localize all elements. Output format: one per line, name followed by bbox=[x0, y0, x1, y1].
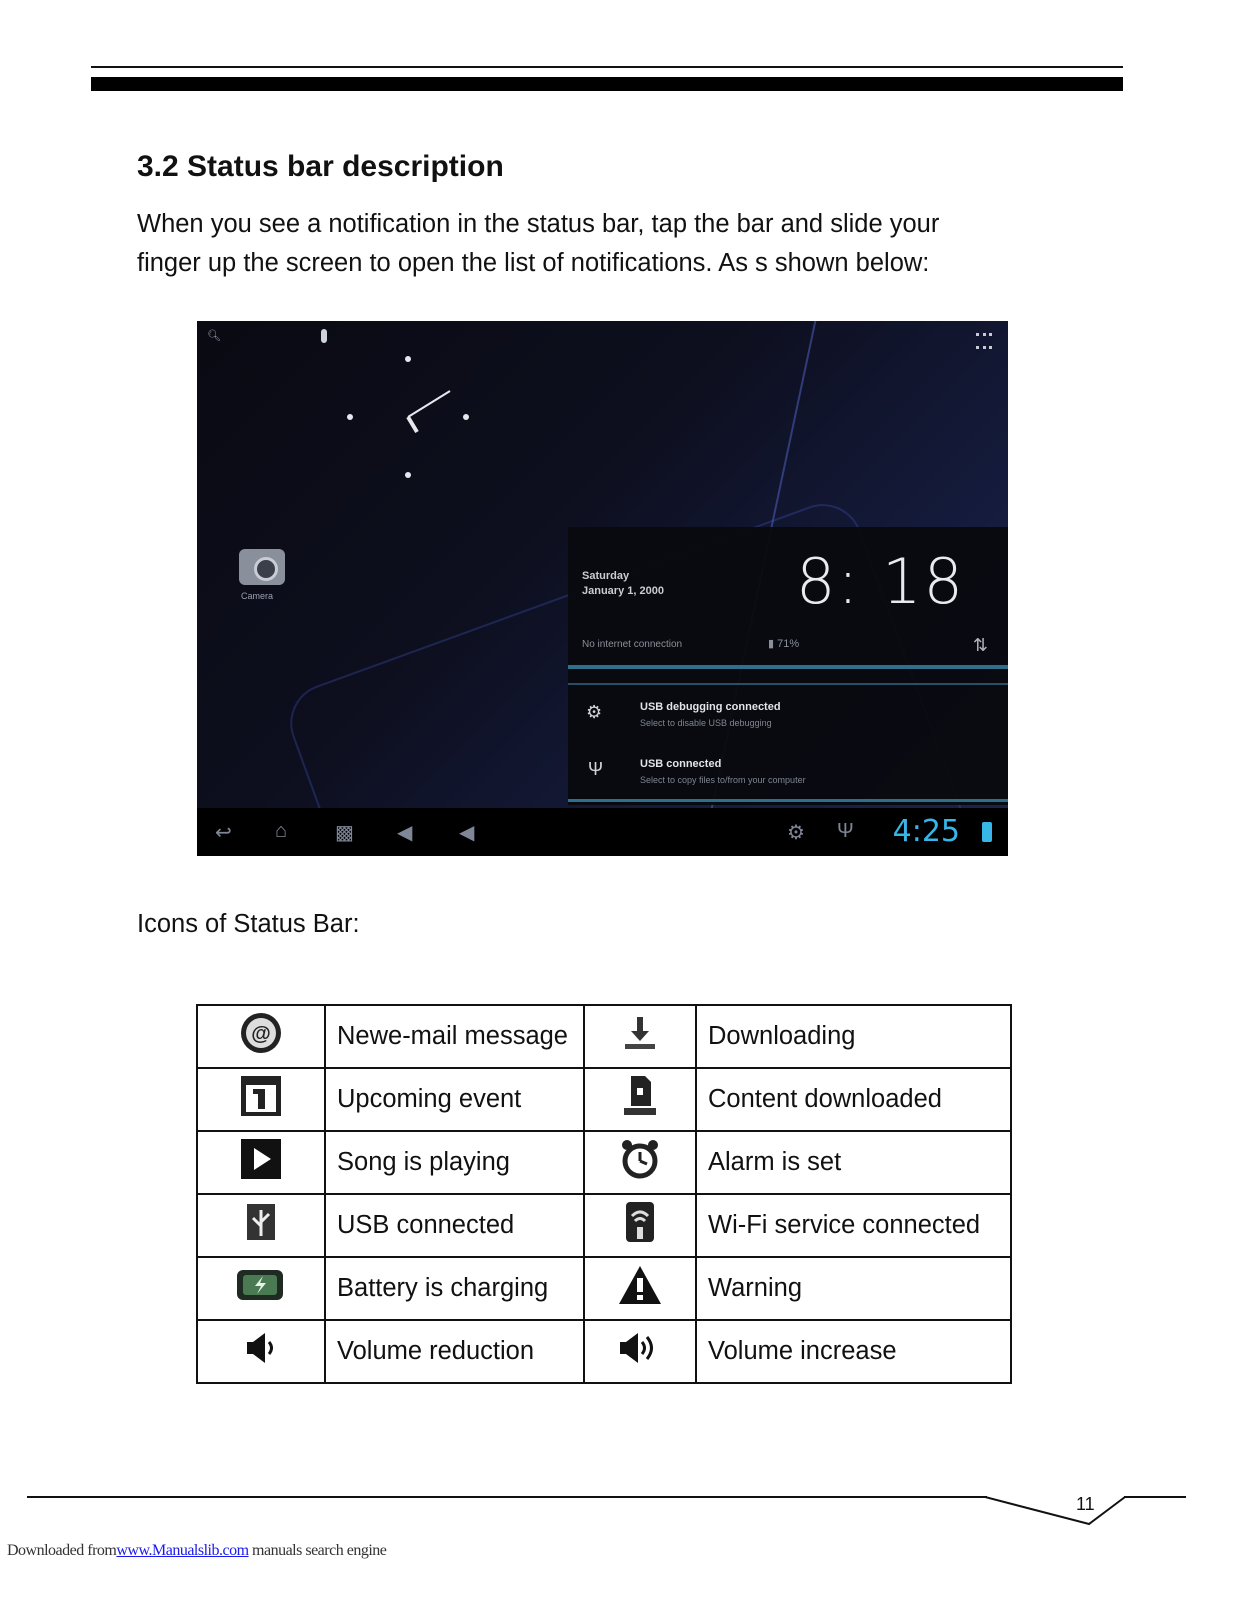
panel-divider bbox=[568, 665, 1008, 669]
footer-rule bbox=[1124, 1496, 1186, 1498]
footer-notch bbox=[985, 1494, 1127, 1528]
back-icon: ↩ bbox=[215, 822, 232, 844]
notification-title: USB connected bbox=[640, 758, 722, 770]
system-bar bbox=[197, 808, 1008, 856]
icon-cell bbox=[584, 1068, 696, 1131]
icon-cell bbox=[197, 1005, 325, 1068]
icon-cell bbox=[197, 1257, 325, 1320]
section-title: 3.2 Status bar description bbox=[137, 150, 504, 183]
usb-debugging-icon: ⚙ bbox=[586, 702, 603, 722]
battery-charging-icon bbox=[233, 1265, 289, 1305]
panel-battery: ▮ 71% bbox=[768, 638, 800, 650]
apps-grid-icon bbox=[976, 333, 992, 349]
icon-label: Downloading bbox=[696, 1005, 1011, 1068]
panel-network-status: No internet connection bbox=[582, 639, 683, 650]
page-number: 11 bbox=[1076, 1494, 1095, 1514]
icon-label: Warning bbox=[696, 1257, 1011, 1320]
icon-cell bbox=[584, 1005, 696, 1068]
icon-cell bbox=[197, 1320, 325, 1383]
icon-label: Content downloaded bbox=[696, 1068, 1011, 1131]
usb-icon bbox=[245, 1202, 277, 1242]
icon-label: Battery is charging bbox=[325, 1257, 584, 1320]
notification-subtitle: Select to disable USB debugging bbox=[640, 718, 772, 728]
downloaded-from-text: Downloaded from bbox=[7, 1542, 117, 1559]
icon-label: Wi-Fi service connected bbox=[696, 1194, 1011, 1257]
icons-heading: Icons of Status Bar: bbox=[137, 910, 360, 938]
volume-up-icon bbox=[616, 1328, 664, 1368]
header-rule-thin bbox=[91, 66, 1123, 68]
table-row bbox=[197, 1068, 1011, 1131]
table-row bbox=[197, 1131, 1011, 1194]
alarm-icon bbox=[618, 1137, 662, 1181]
table-row bbox=[197, 1194, 1011, 1257]
usb-icon: Ψ bbox=[837, 820, 854, 842]
volume-down-icon: ◀ bbox=[397, 822, 413, 844]
table-row bbox=[197, 1320, 1011, 1383]
volume-up-icon: ◀︎ bbox=[459, 822, 475, 844]
panel-battery-text: 71% bbox=[777, 638, 800, 650]
icon-cell bbox=[584, 1257, 696, 1320]
usb-debugging-icon: ⚙ bbox=[787, 822, 805, 844]
google-search-icon: 🔍︎ bbox=[207, 330, 221, 342]
home-icon: ⌂ bbox=[275, 820, 288, 842]
panel-time: 8: 18 bbox=[796, 545, 965, 618]
status-bar-time: 4:25 bbox=[892, 814, 960, 849]
icon-label: Volume increase bbox=[696, 1320, 1011, 1383]
quick-settings-icon: ⇅ bbox=[972, 635, 988, 655]
icon-cell bbox=[584, 1194, 696, 1257]
wifi-icon bbox=[624, 1200, 656, 1244]
icon-label: Volume reduction bbox=[325, 1320, 584, 1383]
icon-label: Upcoming event bbox=[325, 1068, 584, 1131]
footer-rule bbox=[27, 1496, 987, 1498]
notification-subtitle: Select to copy files to/from your computer bbox=[640, 775, 806, 785]
volume-down-icon bbox=[241, 1328, 281, 1368]
camera-label: Camera bbox=[241, 591, 274, 601]
header-rule-thick bbox=[91, 77, 1123, 91]
notification-title: USB debugging connected bbox=[640, 701, 781, 713]
tagline-text: manuals search engine bbox=[248, 1542, 387, 1559]
content-downloaded-icon bbox=[620, 1074, 660, 1118]
warning-icon bbox=[617, 1264, 663, 1306]
tablet-screenshot bbox=[197, 321, 1008, 856]
battery-icon bbox=[982, 822, 992, 842]
icon-label: Newe-mail message bbox=[325, 1005, 584, 1068]
camera-lens-icon bbox=[254, 557, 278, 581]
status-icons-table bbox=[196, 1004, 1012, 1384]
table-row bbox=[197, 1257, 1011, 1320]
icon-cell bbox=[584, 1320, 696, 1383]
icon-cell bbox=[197, 1131, 325, 1194]
microphone-icon bbox=[321, 329, 327, 343]
svg-text:@: @ bbox=[251, 1023, 271, 1045]
paragraph-line-1: When you see a notification in the status bar, tap the bar and slide your bbox=[137, 210, 940, 238]
panel-divider bbox=[568, 683, 1008, 685]
calendar-icon bbox=[239, 1074, 283, 1118]
icon-label: USB connected bbox=[325, 1194, 584, 1257]
manualslib-link[interactable]: www.Manualslib.com bbox=[116, 1542, 249, 1559]
analog-clock-widget bbox=[345, 354, 471, 480]
play-icon bbox=[239, 1137, 283, 1181]
download-icon bbox=[620, 1013, 660, 1053]
panel-full-date: January 1, 2000 bbox=[582, 585, 664, 597]
icon-label: Alarm is set bbox=[696, 1131, 1011, 1194]
recent-apps-icon: ▩ bbox=[335, 822, 354, 844]
icon-cell bbox=[197, 1194, 325, 1257]
icon-cell bbox=[197, 1068, 325, 1131]
panel-day: Saturday bbox=[582, 570, 630, 582]
paragraph-line-2: finger up the screen to open the list of notifications. As s shown below: bbox=[137, 249, 930, 277]
icon-label: Song is playing bbox=[325, 1131, 584, 1194]
usb-icon: Ψ bbox=[588, 759, 604, 779]
table-row bbox=[197, 1005, 1011, 1068]
panel-date bbox=[582, 569, 664, 599]
email-icon bbox=[239, 1011, 283, 1055]
notification-panel bbox=[568, 527, 1008, 805]
panel-bottom-edge bbox=[568, 799, 1008, 802]
download-source-line bbox=[7, 1542, 386, 1560]
intro-paragraph bbox=[137, 205, 1057, 283]
icon-cell bbox=[584, 1131, 696, 1194]
